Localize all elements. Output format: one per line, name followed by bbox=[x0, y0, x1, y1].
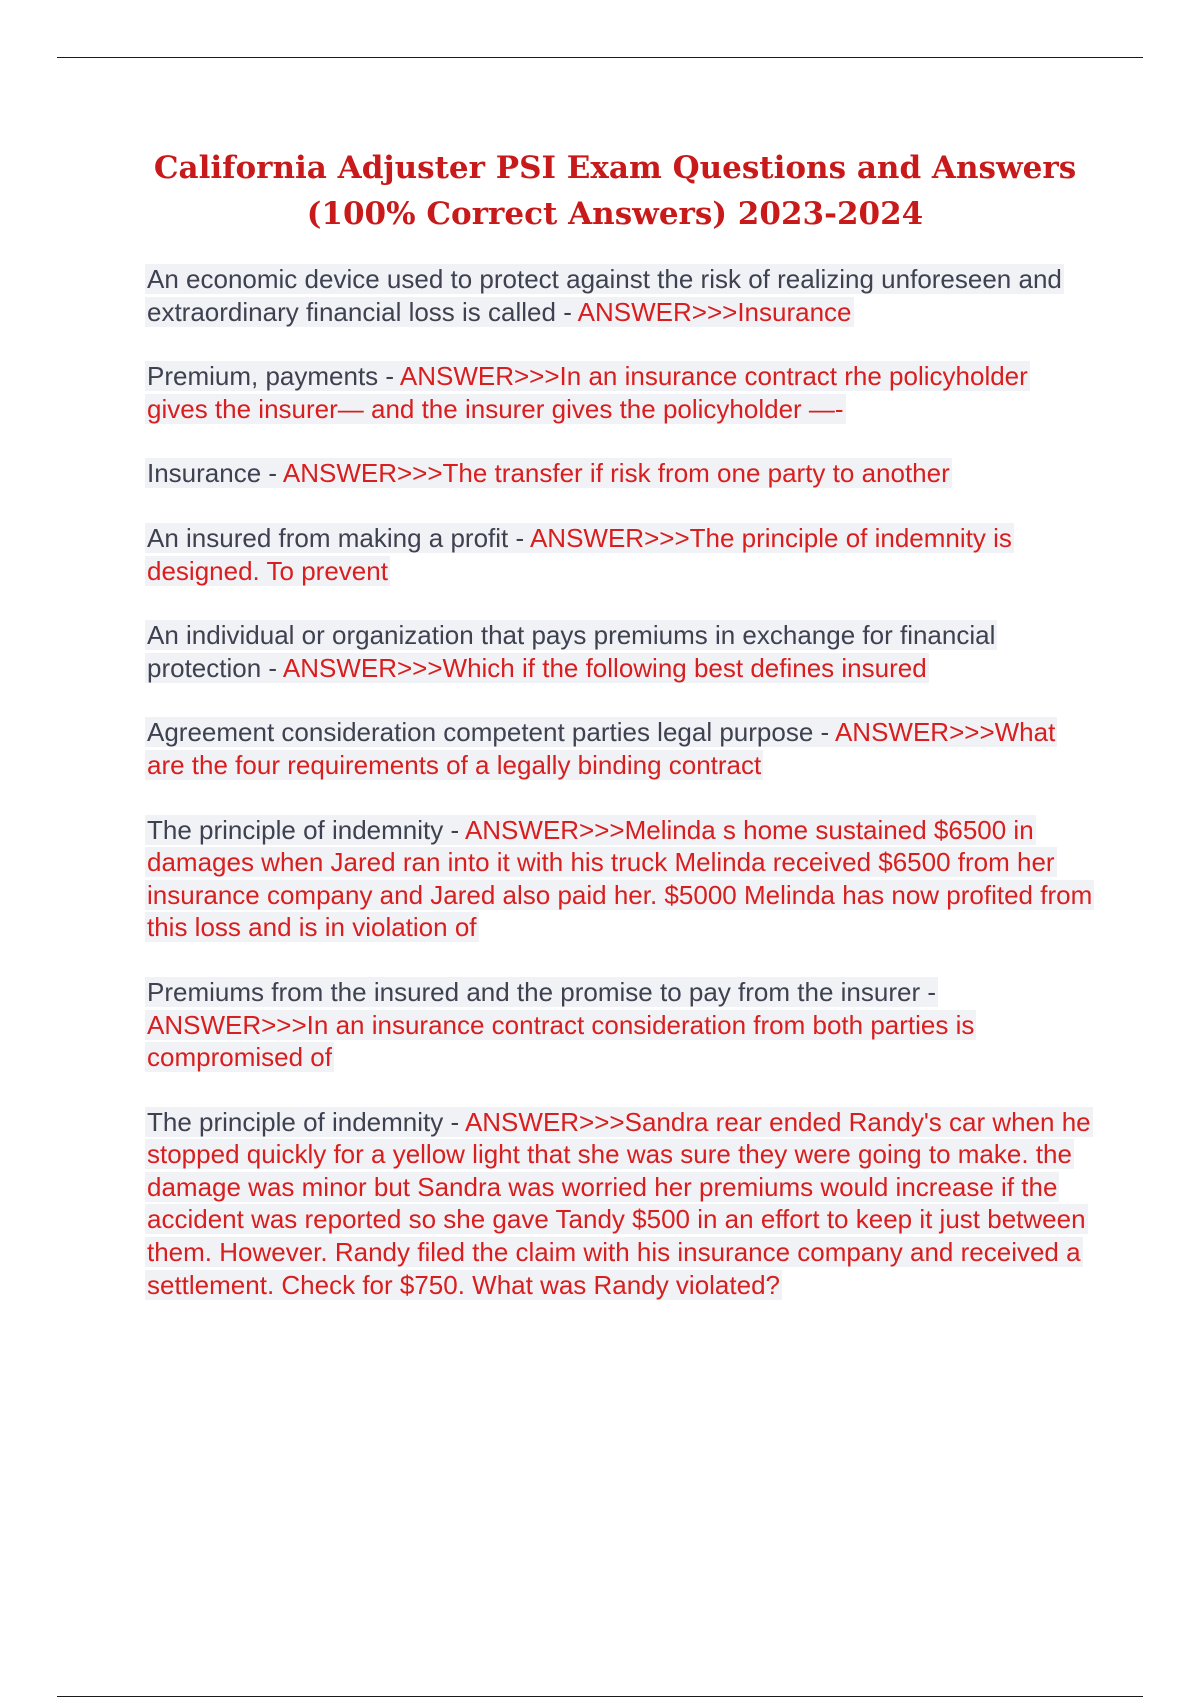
answer-prefix: ANSWER>>> bbox=[464, 814, 625, 845]
separator: - bbox=[555, 296, 578, 327]
separator: - bbox=[443, 814, 465, 845]
question-text: Agreement consideration competent parties legal purpose bbox=[147, 717, 814, 748]
answer-prefix: ANSWER>>> bbox=[577, 296, 738, 327]
answer-prefix: ANSWER>>> bbox=[147, 1009, 307, 1040]
answer-prefix: ANSWER>>> bbox=[282, 652, 443, 683]
separator: - bbox=[813, 717, 835, 748]
qa-list bbox=[145, 263, 1095, 1333]
answer-prefix: ANSWER>>> bbox=[464, 1106, 625, 1137]
top-rule bbox=[57, 57, 1143, 58]
question-text: Premiums from the insured and the promise to pay from the insurer bbox=[147, 976, 921, 1007]
answer-text: Which if the following best defines insured bbox=[442, 652, 927, 683]
document-title bbox=[90, 145, 1140, 237]
answer-prefix: ANSWER>>> bbox=[399, 361, 560, 392]
answer-prefix: ANSWER>>> bbox=[529, 522, 690, 553]
answer-text: The principle of indemnity is designed. To prevent bbox=[147, 522, 1012, 586]
question-text: Premium, payments bbox=[147, 361, 379, 392]
question-text: Insurance bbox=[147, 458, 262, 489]
answer-text: In an insurance contract consideration from both parties is compromised of bbox=[147, 1009, 975, 1073]
question-text: An individual or organization that pays premiums in exchange for financial protection bbox=[147, 620, 996, 683]
answer-prefix: ANSWER>>> bbox=[834, 717, 995, 748]
answer-text: Sandra rear ended Randy's car when he stopped quickly for a yellow light that she was sure they were going to make. the damage was minor but Sandra was worried her premiums would increase if the accident was reported so she gave Tandy $500 in an effort to keep it just between them. However. Randy filed the claim with his insurance company and received a settlement. Check for $750. What was Randy violated? bbox=[147, 1106, 1091, 1300]
answer-text: Melinda s home sustained $6500 in damages when Jared ran into it with his truck Melinda received $6500 from her insurance company and Jared also paid her. $5000 Melinda has now profited from this loss and is in violation of bbox=[147, 814, 1093, 943]
separator: - bbox=[261, 652, 283, 683]
answer-text: What are the four requirements of a legally binding contract bbox=[147, 717, 1056, 780]
question-text: An economic device used to protect against the risk of realizing unforeseen and extraordinary financial loss is called bbox=[147, 264, 1062, 327]
separator: - bbox=[378, 361, 400, 392]
answer-text: Insurance bbox=[737, 296, 852, 327]
separator: - bbox=[443, 1106, 465, 1137]
qa-item bbox=[145, 360, 1095, 425]
qa-item bbox=[145, 716, 1095, 781]
separator: - bbox=[920, 976, 936, 1007]
answer-prefix: ANSWER>>> bbox=[282, 458, 443, 489]
title-line-1: California Adjuster PSI Exam Questions and Answers bbox=[153, 150, 1077, 186]
qa-item bbox=[145, 457, 1095, 490]
title-line-2: (100% Correct Answers) 2023-2024 bbox=[306, 196, 924, 232]
question-text: The principle of indemnity bbox=[147, 814, 444, 845]
answer-text: The transfer if risk from one party to another bbox=[442, 458, 950, 489]
qa-item bbox=[145, 522, 1095, 587]
qa-item bbox=[145, 814, 1095, 944]
qa-item bbox=[145, 1106, 1095, 1302]
qa-item bbox=[145, 976, 1095, 1074]
separator: - bbox=[508, 522, 530, 553]
qa-item bbox=[145, 619, 1095, 684]
separator: - bbox=[261, 458, 283, 489]
bottom-rule bbox=[57, 1696, 1143, 1697]
answer-text: In an insurance contract rhe policyholder gives the insurer— and the insurer gives the policyholder —- bbox=[147, 361, 1028, 424]
qa-item bbox=[145, 263, 1095, 328]
question-text: The principle of indemnity bbox=[147, 1106, 444, 1137]
question-text: An insured from making a profit bbox=[147, 522, 509, 553]
